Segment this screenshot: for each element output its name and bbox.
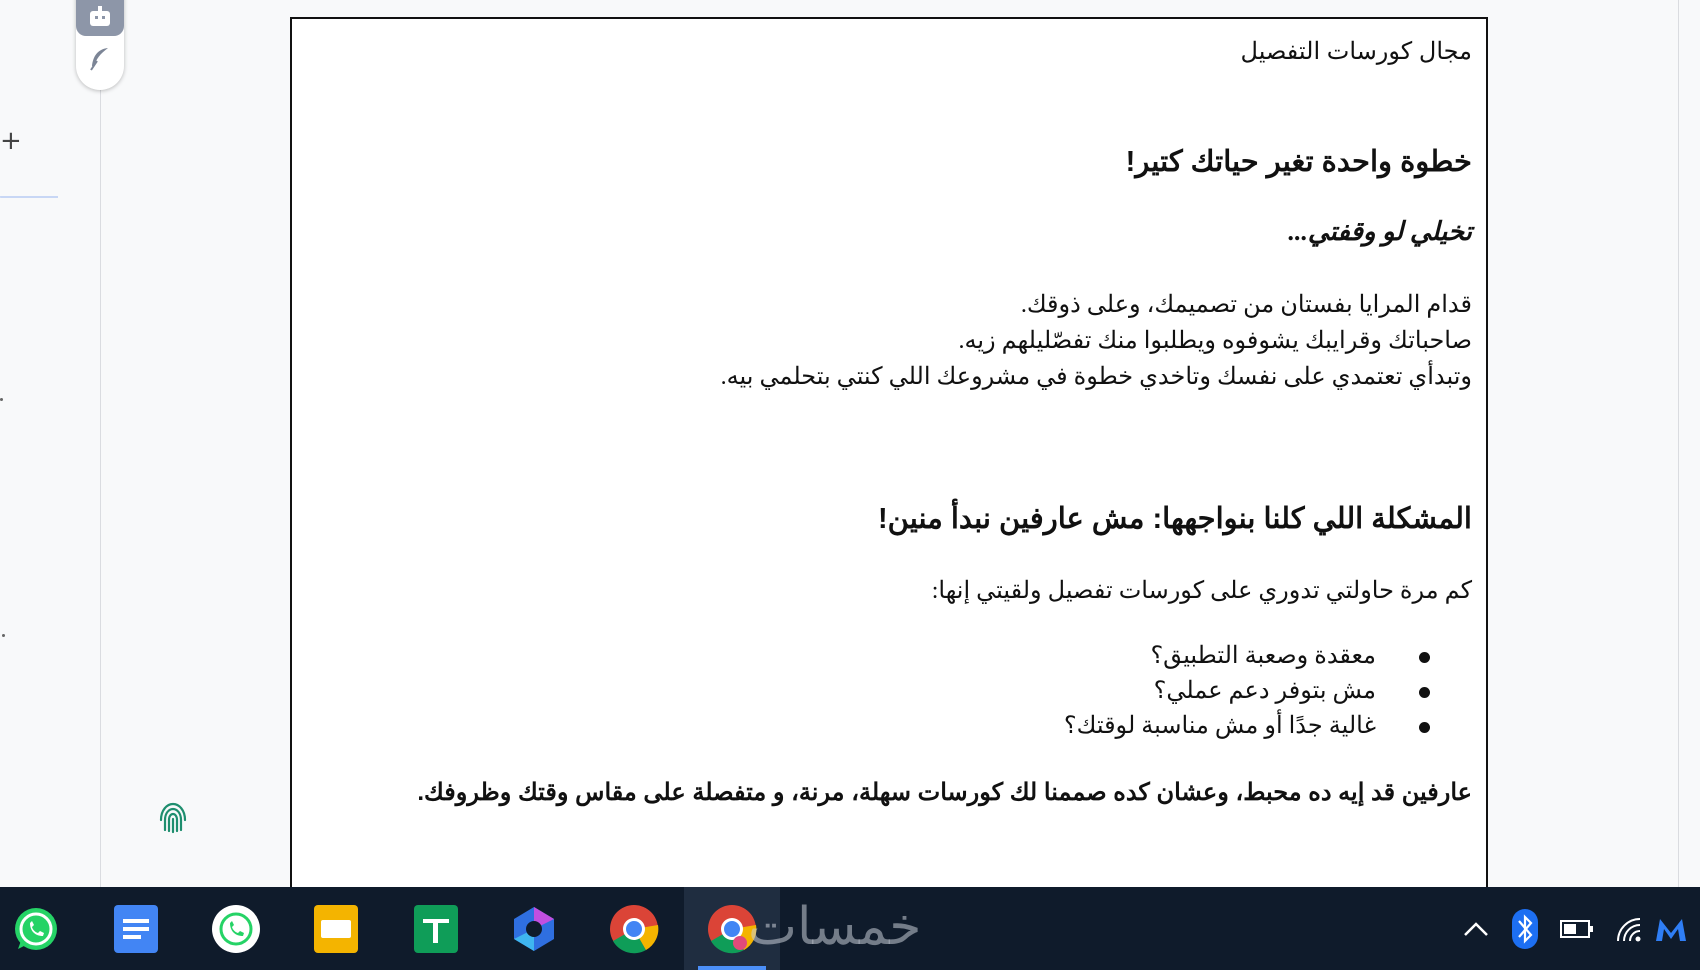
list-item	[332, 709, 1376, 744]
add-icon[interactable]: +	[0, 126, 22, 156]
bullet-icon	[1419, 652, 1430, 663]
list-item-text: معقدة وصعبة التطبيق؟	[1150, 643, 1376, 669]
side-tools-pill	[76, 0, 124, 90]
copilot-icon[interactable]	[508, 903, 560, 955]
bullet-list	[332, 639, 1472, 744]
panel-highlight-curve	[0, 196, 58, 208]
feather-pen-icon[interactable]	[88, 46, 112, 72]
list-item-text: غالية جدًا أو مش مناسبة لوقتك؟	[1063, 713, 1376, 739]
document-page[interactable]	[290, 17, 1488, 899]
intro-paragraph	[332, 287, 1472, 395]
taskbar	[0, 887, 1700, 970]
chrome-icon[interactable]	[608, 903, 660, 955]
paragraph-line: وتبدأي تعتمدي على نفسك وتاخدي خطوة في مشروعك اللي كنتي بتحلمي بيه.	[720, 364, 1472, 390]
bluetooth-icon[interactable]	[1512, 909, 1538, 949]
closing-paragraph: عارفين قد إيه ده محبط، وعشان كده صممنا لك كورسات سهلة، مرنة، و متفصلة على مقاس وقتك وظروفك.	[417, 779, 1472, 806]
google-sheets-icon[interactable]	[410, 903, 462, 955]
bot-icon	[88, 6, 112, 28]
course-area-title: مجال كورسات التفصيل	[1240, 38, 1472, 65]
problem-intro: كم مرة حاولتي تدوري على كورسات تفصيل ولقيتي إنها:	[931, 578, 1472, 604]
paragraph-line: قدام المرايا بفستان من تصميمك، وعلى ذوقك.	[1020, 292, 1472, 318]
problem-heading: المشكلة اللي كلنا بنواجهها: مش عارفين نبدأ منين!	[878, 503, 1472, 535]
left-side-panel	[0, 0, 101, 887]
scroll-dot	[2, 634, 5, 637]
document-content[interactable]	[332, 37, 1472, 807]
active-indicator	[698, 966, 766, 970]
whatsapp-icon[interactable]	[10, 903, 62, 955]
assistant-button[interactable]	[76, 0, 124, 36]
bullet-icon	[1419, 687, 1430, 698]
battery-icon[interactable]	[1560, 917, 1594, 941]
list-item	[332, 674, 1376, 709]
main-heading: خطوة واحدة تغير حياتك كتير!	[1125, 146, 1472, 178]
bullet-icon	[1419, 722, 1430, 733]
google-slides-icon[interactable]	[310, 903, 362, 955]
scroll-dot	[0, 398, 3, 401]
right-scroll-gutter[interactable]	[1678, 0, 1700, 887]
fingerprint-icon[interactable]	[156, 800, 190, 834]
khamsat-watermark: خمسات	[748, 897, 922, 957]
paragraph-line: صاحباتك وقرايبك يشوفوه ويطلبوا منك تفصّليلهم زيه.	[958, 328, 1472, 354]
chevron-up-icon[interactable]	[1462, 919, 1490, 939]
whatsapp-web-icon[interactable]	[210, 903, 262, 955]
sub-heading: تخيلي لو وقفتي...	[1288, 217, 1472, 246]
wifi-icon[interactable]	[1614, 915, 1644, 943]
list-item-text: مش بتوفر دعم عملي؟	[1153, 678, 1376, 704]
list-item	[332, 639, 1376, 674]
google-docs-icon[interactable]	[110, 903, 162, 955]
malwarebytes-icon[interactable]	[1654, 915, 1688, 943]
